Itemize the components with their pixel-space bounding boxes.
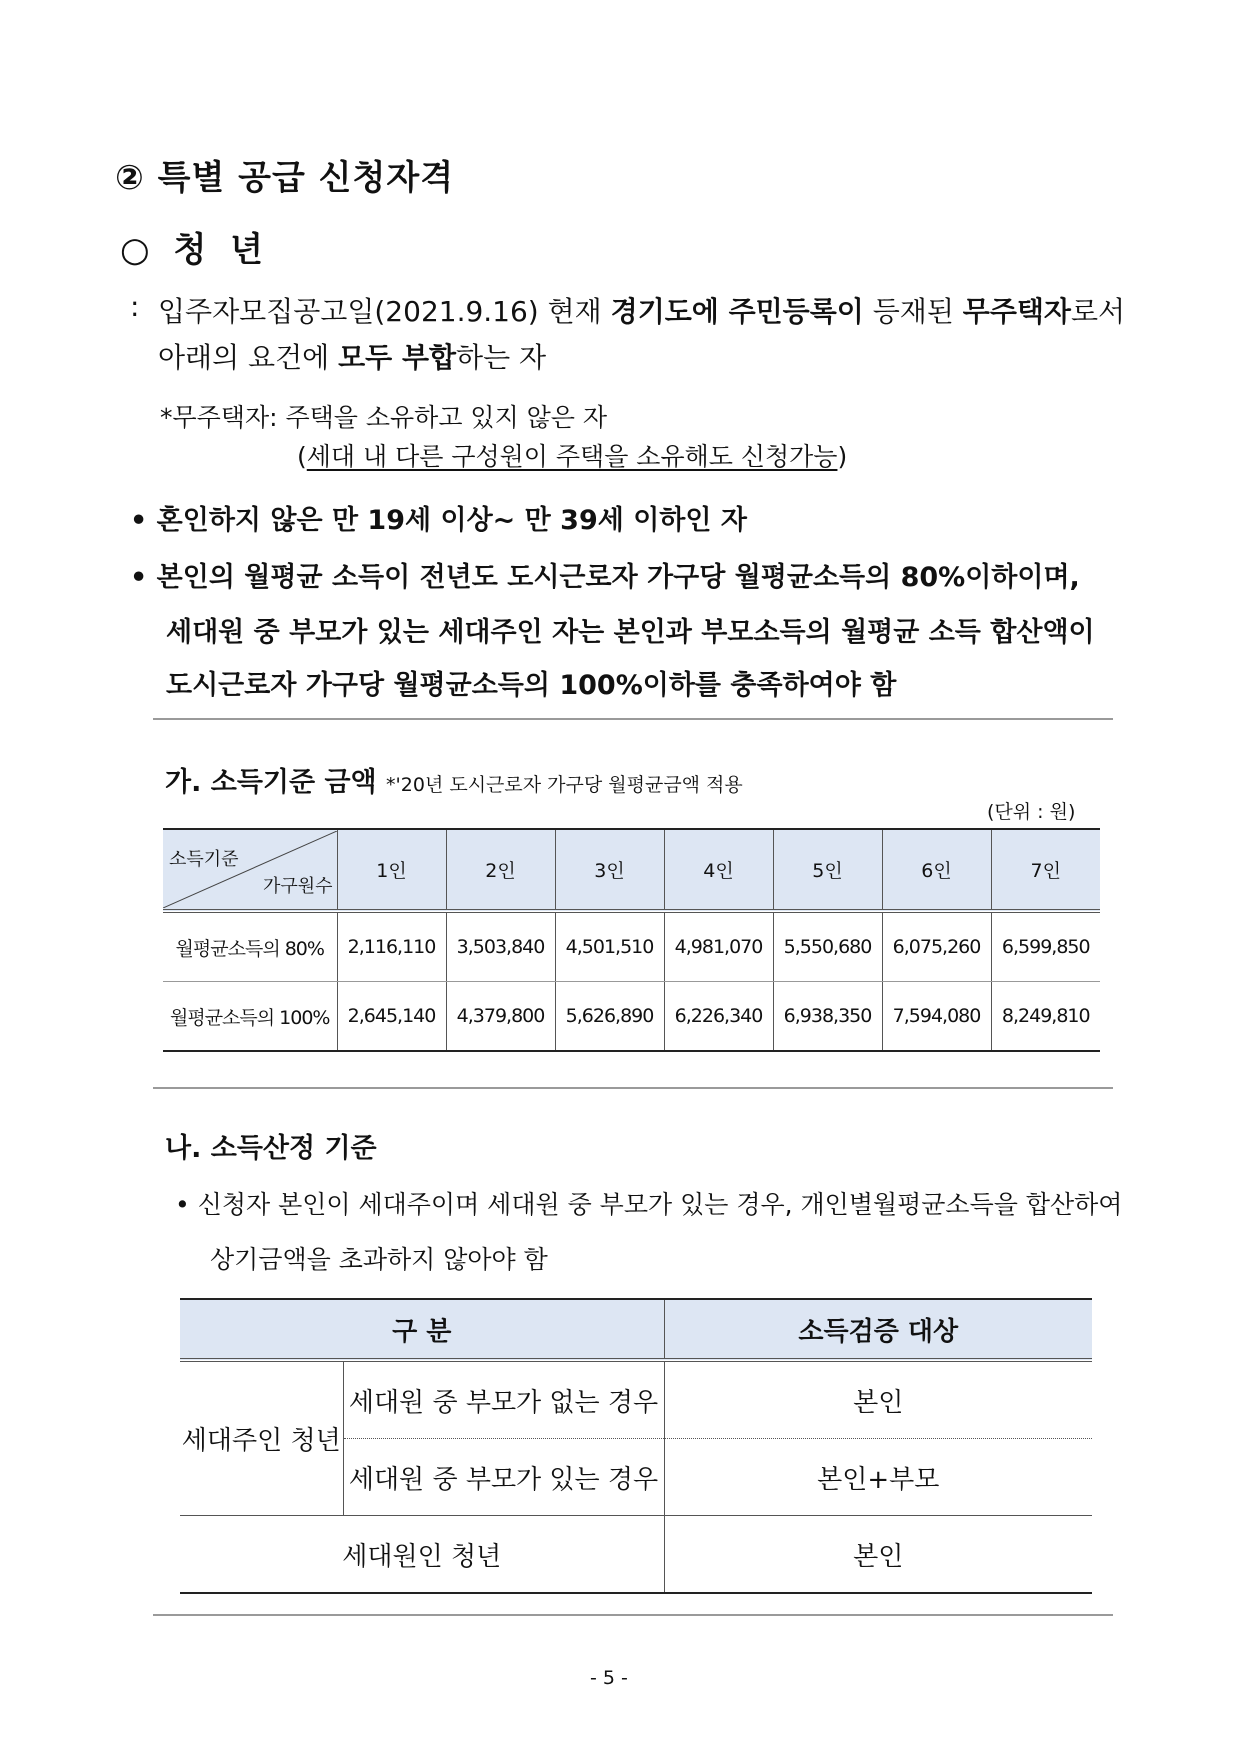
divider [153, 718, 1113, 720]
intro-text: 로서 [1070, 295, 1126, 328]
table-row [180, 1360, 1092, 1439]
header-target: 소득검증 대상 [664, 1299, 1092, 1360]
target-cell: 본인 [664, 1516, 1092, 1594]
target-cell: 본인+부모 [664, 1439, 1092, 1516]
heading-text: 가. 소득기준 금액 [165, 767, 377, 798]
row-label: 월평균소득의 80% [163, 911, 337, 982]
bullet-age: • 혼인하지 않은 만 19세 이상~ 만 39세 이하인 자 [130, 505, 747, 536]
divider [153, 1614, 1113, 1616]
paren: ) [837, 442, 848, 471]
unit-label: (단위 : 원) [987, 801, 1076, 823]
table-cell: 8,249,810 [991, 982, 1100, 1052]
corner-bottom-label: 가구원수 [262, 876, 333, 897]
calc-bullet-line-2: 상기금액을 초과하지 않아야 함 [210, 1245, 548, 1274]
bullet-income-cont-1: 세대원 중 부모가 있는 세대주인 자는 본인과 부모소득의 월평균 소득 합산액이 [166, 617, 1095, 648]
table-cell: 4,981,070 [664, 911, 773, 982]
col-header: 3인 [555, 829, 664, 911]
intro-bold-all: 모두 부합 [338, 341, 457, 374]
table-row [163, 982, 1100, 1052]
heading-note: *'20년 도시근로자 가구당 월평균금액 적용 [386, 774, 743, 796]
intro-text: 하는 자 [456, 341, 547, 374]
header-category: 구 분 [180, 1299, 664, 1360]
income-table [163, 828, 1100, 1052]
condition-cell: 세대원 중 부모가 없는 경우 [343, 1360, 664, 1439]
income-table-heading [165, 760, 743, 799]
col-header: 7인 [991, 829, 1100, 911]
table-cell: 6,226,340 [664, 982, 773, 1052]
target-table-header-row [180, 1299, 1092, 1360]
group-label: 세대주인 청년 [180, 1360, 343, 1516]
condition-cell: 세대원인 청년 [180, 1516, 664, 1594]
intro-text: 아래의 요건에 [158, 341, 339, 374]
table-cell: 5,626,890 [555, 982, 664, 1052]
table-cell: 5,550,680 [773, 911, 882, 982]
intro-bold-region: 경기도에 주민등록이 [610, 295, 864, 328]
table-cell: 2,116,110 [337, 911, 446, 982]
divider [153, 1087, 1113, 1089]
table-cell: 3,503,840 [446, 911, 555, 982]
condition-cell: 세대원 중 부모가 있는 경우 [343, 1439, 664, 1516]
col-header: 6인 [882, 829, 991, 911]
intro-prefix: : [130, 290, 140, 323]
table-row [180, 1516, 1092, 1594]
col-header: 1인 [337, 829, 446, 911]
income-table-header-row [163, 829, 1100, 911]
corner-top-label: 소득기준 [169, 849, 239, 870]
row-label: 월평균소득의 100% [163, 982, 337, 1052]
table-row [163, 911, 1100, 982]
intro-line-2 [158, 336, 546, 376]
intro-bold-homeless: 무주택자 [962, 295, 1071, 328]
section-title: ② 특별 공급 신청자격 [115, 158, 455, 198]
note-underlined: 세대 내 다른 구성원이 주택을 소유해도 신청가능 [306, 442, 838, 471]
table-cell: 4,379,800 [446, 982, 555, 1052]
table-cell: 6,938,350 [773, 982, 882, 1052]
col-header: 5인 [773, 829, 882, 911]
table-cell: 6,599,850 [991, 911, 1100, 982]
intro-text: 입주자모집공고일(2021.9.16) 현재 [158, 295, 611, 328]
table-cell: 4,501,510 [555, 911, 664, 982]
intro-text: 등재된 [863, 295, 963, 328]
bullet-income: • 본인의 월평균 소득이 전년도 도시근로자 가구당 월평균소득의 80%이하이며, [130, 562, 1080, 593]
corner-cell [163, 829, 337, 911]
target-cell: 본인 [664, 1360, 1092, 1439]
page-number: - 5 - [590, 1667, 628, 1689]
calc-bullet-line-1: • 신청자 본인이 세대주이며 세대원 중 부모가 있는 경우, 개인별월평균소득을 합산하여 [175, 1190, 1123, 1219]
table-cell: 7,594,080 [882, 982, 991, 1052]
intro-line-1 [158, 290, 1125, 330]
paren: ( [297, 442, 307, 471]
col-header: 2인 [446, 829, 555, 911]
table-cell: 2,645,140 [337, 982, 446, 1052]
bullet-income-cont-2: 도시근로자 가구당 월평균소득의 100%이하를 충족하여야 함 [166, 670, 897, 701]
subsection-title: ○ 청 년 [120, 230, 270, 270]
calc-heading: 나. 소득산정 기준 [165, 1133, 377, 1164]
income-target-table [180, 1298, 1092, 1594]
table-cell: 6,075,260 [882, 911, 991, 982]
note-paren-line [297, 437, 847, 473]
note-label: *무주택자: 주택을 소유하고 있지 않은 자 [160, 403, 608, 432]
col-header: 4인 [664, 829, 773, 911]
